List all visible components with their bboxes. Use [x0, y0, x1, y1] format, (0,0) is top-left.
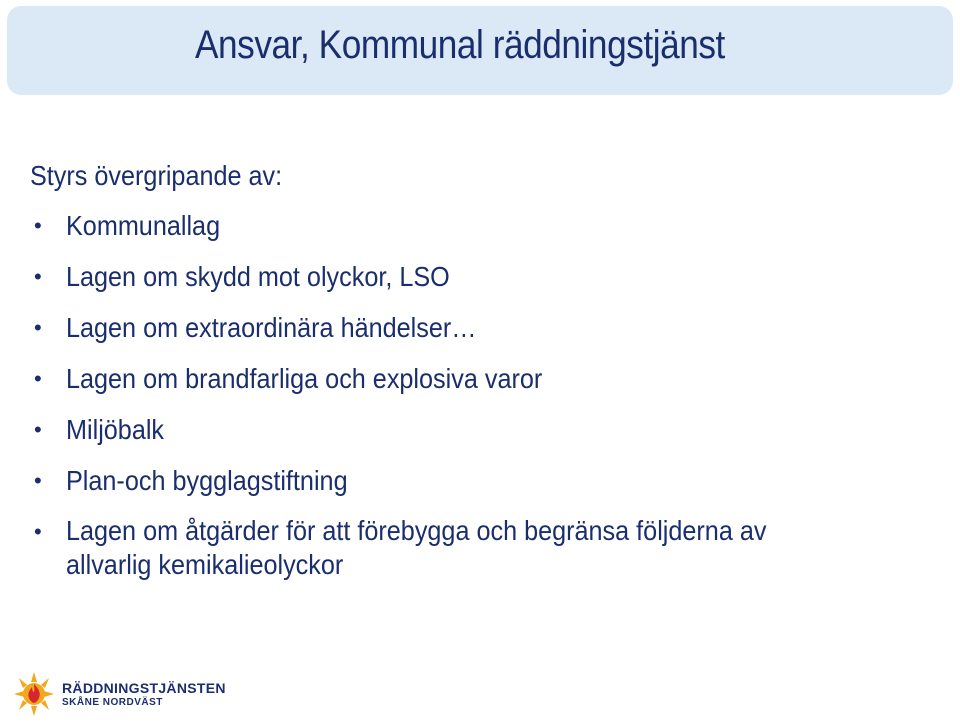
bullet-marker: • [34, 213, 42, 238]
logo-text [62, 681, 226, 708]
list-item [30, 310, 930, 346]
list-item [30, 463, 930, 499]
list-item [30, 361, 930, 397]
intro-text: Styrs övergripande av: [30, 160, 283, 191]
logo-line-1: RÄDDNINGSTJÄNSTEN [62, 679, 226, 696]
list-item [30, 412, 930, 448]
list-item-text: Plan-och bygglagstiftning [66, 465, 348, 496]
list-item-text: Lagen om skydd mot olyckor, LSO [66, 261, 450, 292]
list-item [30, 259, 930, 295]
logo-line-2: SKÅNE NORDVÄST [62, 696, 163, 708]
slide-title: Ansvar, Kommunal räddningstjänst [195, 23, 725, 67]
organization-logo [14, 672, 226, 716]
bullet-list [30, 208, 930, 582]
list-item-text: Lagen om extraordinära händelser… [66, 312, 477, 343]
bullet-marker: • [34, 468, 42, 493]
list-item [30, 208, 930, 244]
bullet-marker: • [34, 519, 42, 544]
slide-content [30, 158, 930, 597]
bullet-marker: • [34, 366, 42, 391]
list-item [30, 514, 930, 582]
title-banner [7, 6, 953, 95]
list-item-text: Lagen om åtgärder för att förebygga och begränsa följderna av allvarlig kemikalieolyckor [66, 515, 767, 580]
list-item-text: Miljöbalk [66, 414, 165, 445]
bullet-marker: • [34, 417, 42, 442]
bullet-marker: • [34, 315, 42, 340]
flame-emblem-icon [14, 672, 54, 716]
list-item-text: Kommunallag [66, 210, 221, 241]
bullet-marker: • [34, 264, 42, 289]
list-item-text: Lagen om brandfarliga och explosiva varor [66, 363, 543, 394]
